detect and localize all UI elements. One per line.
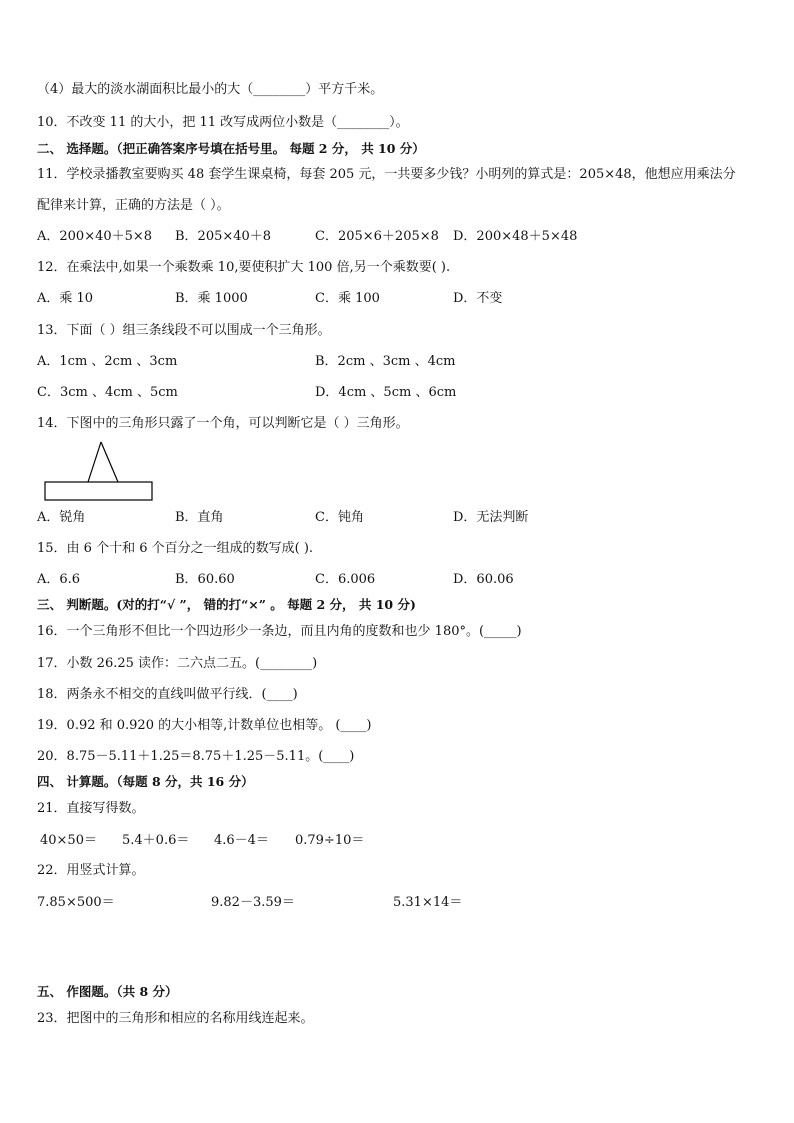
section-5-heading: 五、 作图题。（共 8 分） <box>37 984 178 999</box>
q21-item: 4.6－4＝ <box>214 833 269 848</box>
q21-item: 40×50＝ <box>40 833 97 848</box>
section-4-heading: 四、 计算题。（每题 8 分，共 16 分） <box>37 774 254 789</box>
question-23: 23．把图中的三角形和相应的名称用线连起来。 <box>37 1011 314 1026</box>
q22-item: 9.82－3.59＝ <box>211 895 295 910</box>
covering-rectangle <box>45 482 152 500</box>
q13-option-b: B．2cm 、3cm 、4cm <box>315 354 456 369</box>
question-18: 18．两条永不相交的直线叫做平行线．(____) <box>37 687 298 702</box>
triangle-right-side <box>101 442 118 482</box>
q13-option-c: C．3cm 、4cm 、5cm <box>37 385 178 400</box>
question-20: 20．8.75－5.11＋1.25＝8.75＋1.25－5.11。(____) <box>37 749 355 764</box>
q14-option-b: B．直角 <box>175 510 224 525</box>
question-13: 13．下面（ ）组三条线段不可以围成一个三角形。 <box>37 323 331 338</box>
question-22: 22．用竖式计算。 <box>37 863 145 878</box>
q14-option-c: C．钝角 <box>315 510 364 525</box>
q11-option-c: C．205×6＋205×8 <box>315 229 439 244</box>
question-16: 16．一个三角形不但比一个四边形少一条边，而且内角的度数和也少 180°。(_____) <box>37 624 522 639</box>
q13-option-a: A．1cm 、2cm 、3cm <box>37 354 178 369</box>
hidden-triangle-figure <box>44 440 156 502</box>
question-17: 17．小数 26.25 读作：二六点二五。(________) <box>37 656 318 671</box>
q22-item: 5.31×14＝ <box>393 895 463 910</box>
question-12: 12．在乘法中,如果一个乘数乘 10,要使积扩大 100 倍,另一个乘数要( ). <box>37 260 451 275</box>
section-2-heading: 二、 选择题。（把正确答案序号填在括号里。 每题 2 分， 共 10 分） <box>37 141 425 156</box>
q14-option-d: D．无法判断 <box>453 510 529 525</box>
q15-option-c: C．6.006 <box>315 572 376 587</box>
q11-option-b: B．205×40＋8 <box>175 229 272 244</box>
q12-option-d: D．不变 <box>453 291 503 306</box>
q15-option-a: A．6.6 <box>37 572 81 587</box>
question-21: 21．直接写得数。 <box>37 801 145 816</box>
q15-option-b: B．60.60 <box>175 572 235 587</box>
question-14: 14．下图中的三角形只露了一个角，可以判断它是（ ）三角形。 <box>37 416 409 431</box>
q13-option-d: D．4cm 、5cm 、6cm <box>315 385 457 400</box>
q11-option-d: D．200×48＋5×48 <box>453 229 578 244</box>
question-19: 19．0.92 和 0.920 的大小相等,计数单位也相等。 (____) <box>37 718 372 733</box>
q12-option-c: C．乘 100 <box>315 291 380 306</box>
question-10: 10．不改变 11 的大小，把 11 改写成两位小数是（________）。 <box>37 115 409 130</box>
question-4-subpart: （4）最大的淡水湖面积比最小的大（________）平方千米。 <box>37 82 384 97</box>
question-11-line-2: 配律来计算，正确的方法是（ ）。 <box>37 198 230 213</box>
q12-option-a: A．乘 10 <box>37 291 94 306</box>
section-3-heading: 三、 判断题。(对的打“√ ”， 错的打“×” 。 每题 2 分， 共 10 分) <box>37 597 416 612</box>
q12-option-b: B．乘 1000 <box>175 291 248 306</box>
q21-item: 0.79÷10＝ <box>295 833 365 848</box>
q21-item: 5.4＋0.6＝ <box>122 833 190 848</box>
q22-item: 7.85×500＝ <box>37 895 115 910</box>
q15-option-d: D．60.06 <box>453 572 514 587</box>
question-15: 15．由 6 个十和 6 个百分之一组成的数写成( ). <box>37 541 314 556</box>
q14-option-a: A．锐角 <box>37 510 86 525</box>
q11-option-a: A．200×40＋5×8 <box>37 229 153 244</box>
question-11-line-1: 11．学校录播教室要购买 48 套学生课桌椅，每套 205 元，一共要多少钱？小明列的算式是：205×48，他想应用乘法分 <box>37 167 736 182</box>
triangle-left-side <box>88 442 101 482</box>
